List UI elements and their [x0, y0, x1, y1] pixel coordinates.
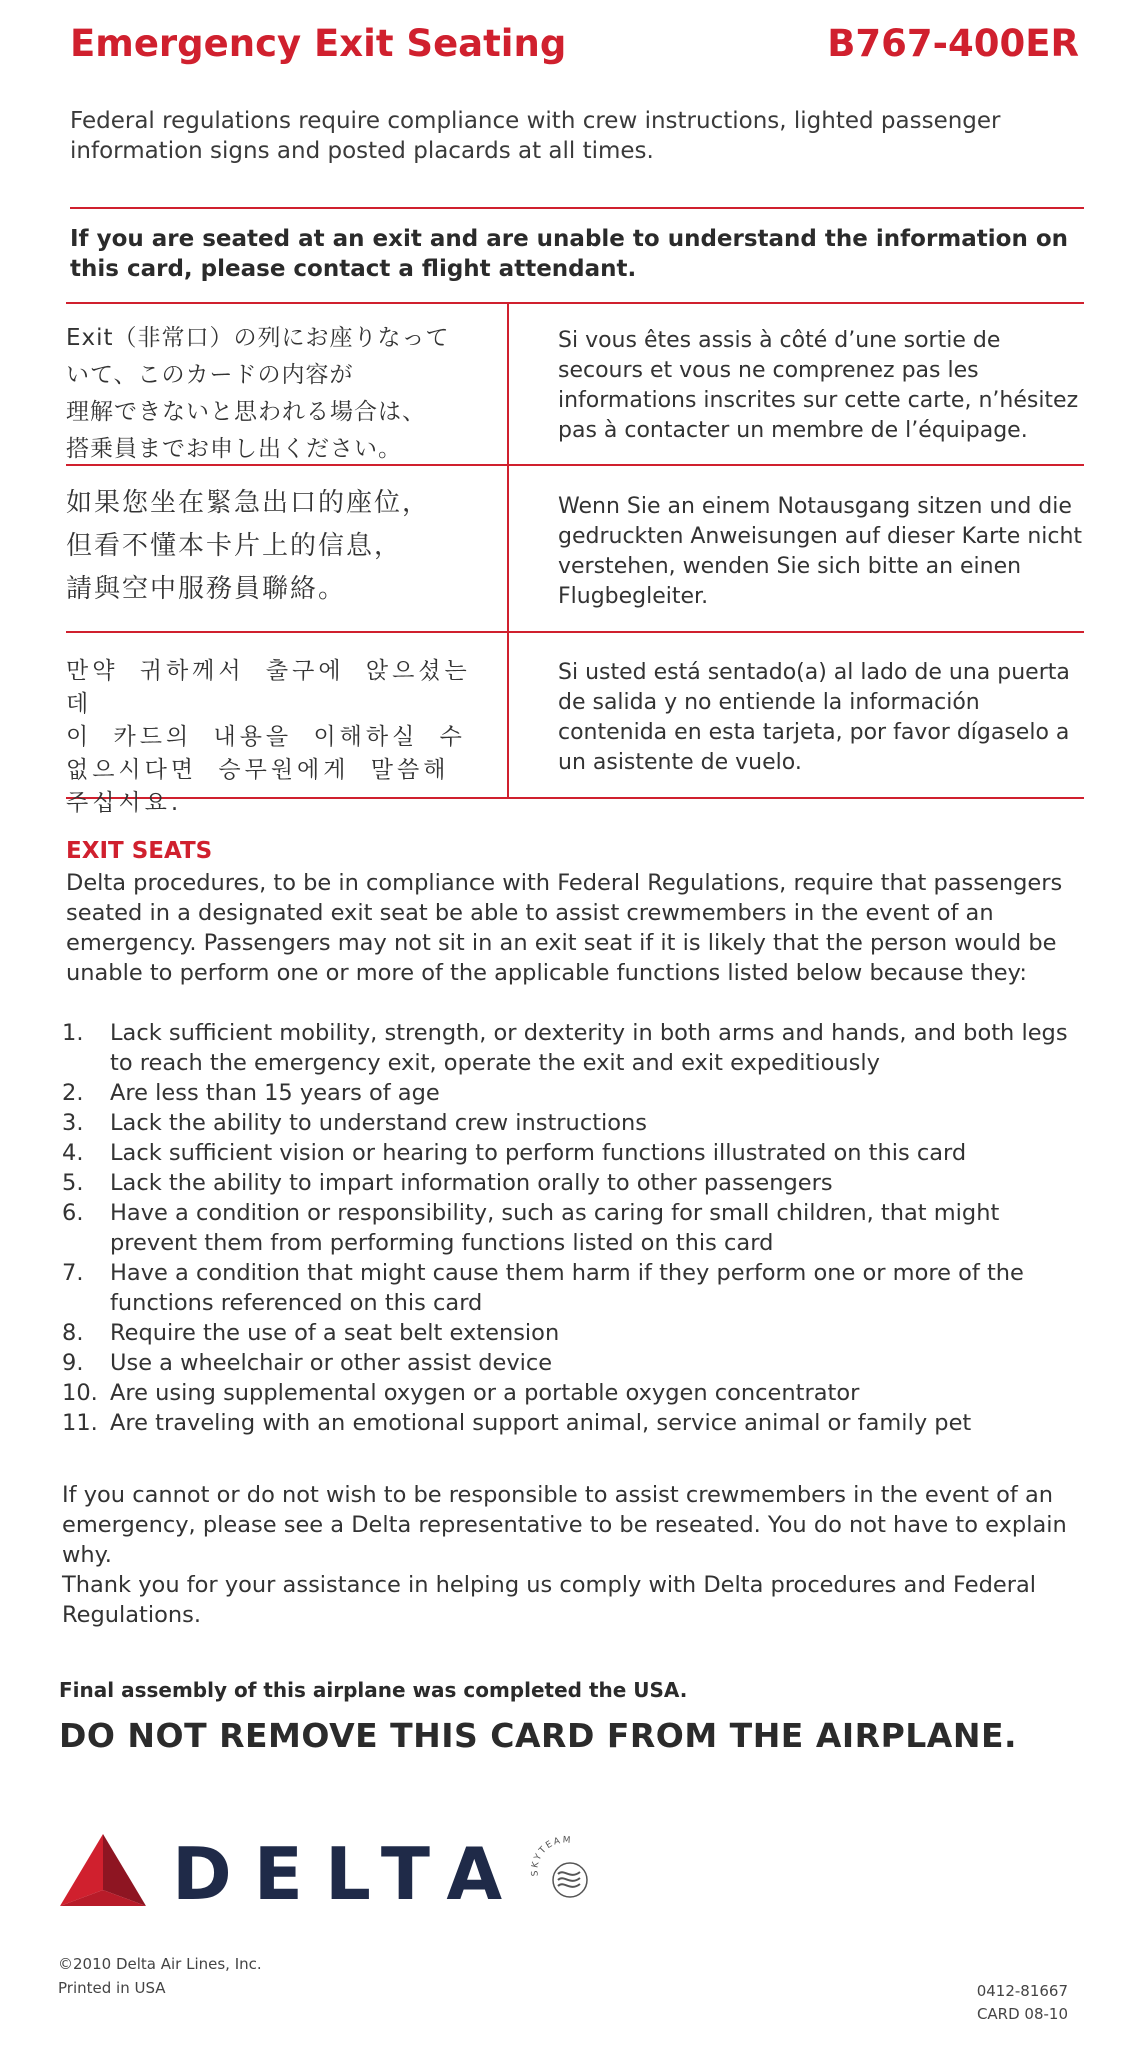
list-item-text: Are traveling with an emotional support animal, service animal or family pet [110, 1410, 972, 1436]
delta-wordmark: DELTA [172, 1832, 525, 1916]
list-item [62, 1198, 1082, 1258]
list-item [62, 1348, 1082, 1378]
list-item-number: 4. [62, 1140, 84, 1166]
thanks-note: Thank you for your assistance in helping us comply with Delta procedures and Federal Regulations. [62, 1572, 1036, 1628]
list-item [62, 1018, 1082, 1078]
svg-text:SKYTEAM [530, 1835, 572, 1876]
do-not-remove-warning: DO NOT REMOVE THIS CARD FROM THE AIRPLANE. [59, 1716, 1018, 1755]
list-item-text: Are using supplemental oxygen or a portable oxygen concentrator [110, 1380, 860, 1406]
part-number: 0412-81667 [976, 1982, 1068, 2000]
list-item [62, 1408, 1082, 1438]
table-top-rule [66, 302, 1084, 304]
skyteam-logo-text: SKYTEAM [530, 1835, 573, 1877]
translation-japanese: Exit（非常口）の列にお座りなって いて、このカードの内容が 理解できないと思われる場合は、 搭乗員までお申し出ください。 [66, 325, 450, 462]
translation-korean: 만약 귀하께서 출구에 앉으셨는데 이 카드의 내용을 이해하실 수 없으시다면 승무원에게 말씀해 주십시요. [66, 658, 471, 816]
card-number-block [977, 1980, 1068, 2026]
list-item [62, 1318, 1082, 1348]
list-item-number: 8. [62, 1320, 84, 1346]
list-item [62, 1168, 1082, 1198]
list-item-text: Use a wheelchair or other assist device [110, 1350, 553, 1376]
list-item-text: Lack sufficient vision or hearing to perform functions illustrated on this card [110, 1140, 967, 1166]
exit-criteria-list [62, 1018, 1082, 1438]
list-item [62, 1108, 1082, 1138]
list-item-text: Require the use of a seat belt extension [110, 1320, 560, 1346]
intro-paragraph: Federal regulations require compliance with crew instructions, lighted passenger information signs and posted placards at all times. [70, 108, 1001, 164]
exit-seats-body: Delta procedures, to be in compliance with Federal Regulations, require that passengers seated in a designated exit seat be able to assist crewmembers in the event of an emergency. Passengers may not sit in an exit seat if it is likely that the person would be unable to perform one or more of the applicable functions listed below because they: [66, 870, 1063, 986]
list-item [62, 1138, 1082, 1168]
card-title: Emergency Exit Seating [70, 22, 567, 65]
translation-french: Si vous êtes assis à côté d’une sortie de secours et vous ne comprenez pas les informations inscrites sur cette carte, n’hésitez pas à contacter un membre de l’équipage. [558, 328, 1079, 443]
list-item-number: 9. [62, 1350, 84, 1376]
translation-chinese: 如果您坐在緊急出口的座位， 但看不懂本卡片上的信息， 請與空中服務員聯絡。 [66, 488, 431, 604]
skyteam-logo-icon [526, 1832, 602, 1912]
list-item-number: 6. [62, 1200, 84, 1226]
table-column-divider [507, 303, 509, 799]
list-item-number: 5. [62, 1170, 84, 1196]
copyright-block [58, 1952, 262, 2000]
printed-in-text: Printed in USA [58, 1979, 166, 1997]
list-item-text: Lack the ability to impart information orally to other passengers [110, 1170, 833, 1196]
table-row-rule [66, 631, 1084, 633]
list-item [62, 1258, 1082, 1318]
list-item-text: Have a condition or responsibility, such as caring for small children, that might prevent them from performing functions listed on this card [110, 1200, 1000, 1256]
list-item-text: Lack sufficient mobility, strength, or dexterity in both arms and hands, and both legs to reach the emergency exit, operate the exit and exit expeditiously [110, 1020, 1068, 1076]
list-item-number: 1. [62, 1020, 84, 1046]
list-item-text: Lack the ability to understand crew instructions [110, 1110, 648, 1136]
aircraft-model: B767-400ER [827, 22, 1079, 65]
delta-widget-logo-icon [58, 1832, 148, 1914]
list-item-number: 3. [62, 1110, 84, 1136]
list-item-text: Are less than 15 years of age [110, 1080, 440, 1106]
reseat-note: If you cannot or do not wish to be responsible to assist crewmembers in the event of an emergency, please see a Delta representative to be reseated. You do not have to explain why. [62, 1482, 1067, 1568]
exit-seats-heading: EXIT SEATS [66, 838, 213, 864]
translation-spanish: Si usted está sentado(a) al lado de una puerta de salida y no entiende la información contenida en esta tarjeta, por favor dígaselo a un asistente de vuelo. [558, 660, 1070, 775]
list-item-number: 11. [62, 1410, 98, 1436]
copyright-text: ©2010 Delta Air Lines, Inc. [58, 1955, 262, 1973]
list-item-number: 7. [62, 1260, 84, 1286]
contact-notice: If you are seated at an exit and are unable to understand the information on this card, please contact a flight attendant. [70, 226, 1069, 282]
list-item-number: 2. [62, 1080, 84, 1106]
list-item [62, 1378, 1082, 1408]
divider [70, 207, 1084, 209]
list-item [62, 1078, 1082, 1108]
translation-german: Wenn Sie an einem Notausgang sitzen und die gedruckten Anweisungen auf dieser Karte nicht verstehen, wenden Sie sich bitte an einen Flugbegleiter. [558, 494, 1083, 609]
list-item-text: Have a condition that might cause them harm if they perform one or more of the functions referenced on this card [110, 1260, 1024, 1316]
card-code: CARD 08-10 [976, 2005, 1068, 2023]
list-item-number: 10. [62, 1380, 98, 1406]
assembly-note: Final assembly of this airplane was completed the USA. [59, 1678, 688, 1702]
